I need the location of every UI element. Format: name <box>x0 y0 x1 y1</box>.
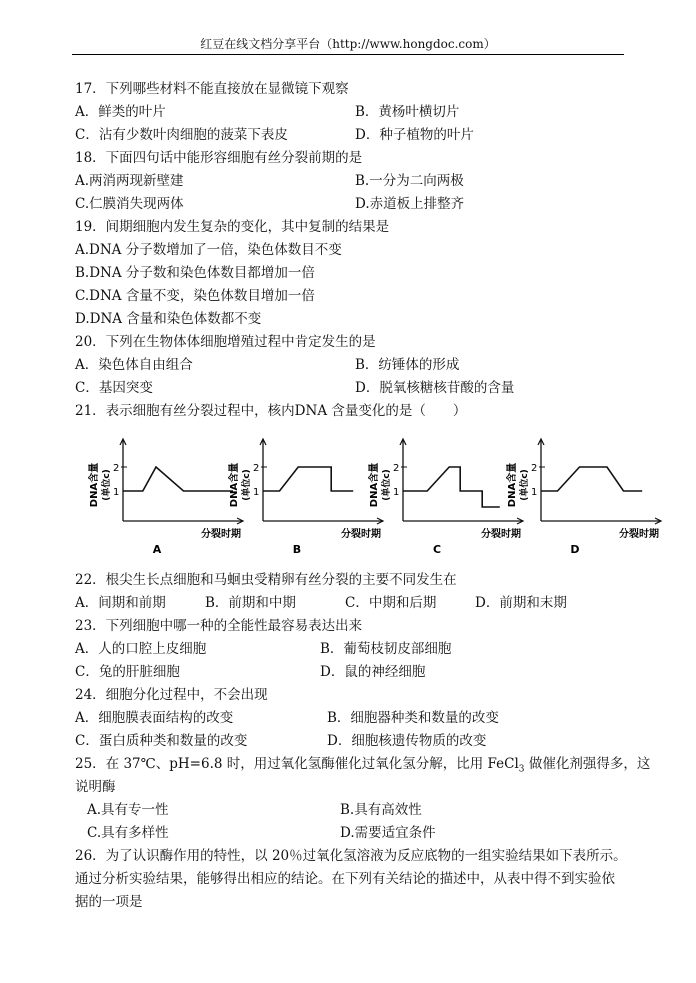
q25-options-row1 <box>75 799 635 822</box>
graph-d-x-label: 分裂时期 <box>619 529 659 540</box>
q26-line-3: 据的一项是 <box>75 894 143 910</box>
graph-b-panel-label: B <box>292 543 302 556</box>
q22-options-row <box>75 592 635 615</box>
graph-c-tick-1: 1 <box>393 487 400 498</box>
graph-a-y-unit: (单位c) <box>102 469 112 501</box>
q25-option-a: A.具有专一性 <box>87 802 169 818</box>
graph-c-y-label: DNA含量 <box>369 462 380 508</box>
graph-b-tick-2: 2 <box>253 463 260 474</box>
header-divider <box>72 54 624 55</box>
q24-options-row1 <box>75 707 635 730</box>
q18-option-a: A.两消两现新壁建 <box>75 173 184 189</box>
graph-a-y-label: DNA含量 <box>89 462 100 508</box>
graph-c-panel-label: C <box>432 543 442 556</box>
q18-option-b: B.一分为二向两极 <box>355 173 464 189</box>
q17-stem: 17．下列哪些材料不能直接放在显微镜下观察 <box>75 81 349 97</box>
q21-graphs <box>75 429 659 569</box>
q17-option-b: B．黄杨叶横切片 <box>355 104 460 120</box>
q18-options-row1 <box>75 170 635 193</box>
q23-options-row2 <box>75 661 635 684</box>
q24-option-b: B．细胞器种类和数量的改变 <box>327 710 499 726</box>
q18-option-c: C.仁膜消失现两体 <box>75 196 184 212</box>
graph-a-curve <box>123 467 233 491</box>
q20-option-a: A．染色体自由组合 <box>75 357 193 373</box>
q23-option-c: C．兔的肝脏细胞 <box>75 664 180 680</box>
graph-c-curve <box>403 467 500 507</box>
graph-a-x-label: 分裂时期 <box>201 529 241 540</box>
q25-stem-subscript: 3 <box>518 764 525 775</box>
question-content <box>75 78 659 914</box>
q18-stem: 18．下面四句话中能形容细胞有丝分裂前期的是 <box>75 150 363 166</box>
graph-d-curve <box>541 467 642 491</box>
q22-stem: 22．根尖生长点细胞和马蛔虫受精卵有丝分裂的主要不同发生在 <box>75 572 457 588</box>
graph-c-tick-2: 2 <box>393 463 400 474</box>
q25-options-row2 <box>75 822 635 845</box>
q18-option-d: D.赤道板上排整齐 <box>355 196 465 212</box>
q26-line-1: 26．为了认识酶作用的特性，以 20％过氧化氢溶液为反应底物的一组实验结果如下表所示。 <box>75 848 627 864</box>
graph-b-y-unit: (单位c) <box>242 469 252 501</box>
graph-c-y-unit: (单位c) <box>382 469 392 501</box>
q24-stem: 24．细胞分化过程中，不会出现 <box>75 687 268 703</box>
q20-option-b: B．纺锤体的形成 <box>355 357 460 373</box>
q17-option-a: A．鲜类的叶片 <box>75 104 166 120</box>
graph-d-y-label: DNA含量 <box>507 462 518 508</box>
q17-option-d: D．种子植物的叶片 <box>355 127 474 143</box>
q17-option-c: C．沾有少数叶肉细胞的菠菜下表皮 <box>75 127 288 143</box>
q19-option-b: B.DNA 分子数和染色体数目都增加一倍 <box>75 265 315 281</box>
q19-option-d: D.DNA 含量和染色体数都不变 <box>75 311 262 327</box>
q22-option-b: B．前期和中期 <box>205 595 296 611</box>
q26-line-2: 通过分析实验结果，能够得出相应的结论。在下列有关结论的描述中，从表中得不到实验依 <box>75 871 615 887</box>
q25-stem-part1: 25．在 37℃、pH=6.8 时，用过氧化氢酶催化过氧化氢分解，比用 FeCl <box>75 756 519 772</box>
q24-option-d: D．细胞核遗传物质的改变 <box>327 733 487 749</box>
graph-d-tick-2: 2 <box>531 463 538 474</box>
q19-option-a: A.DNA 分子数增加了一倍，染色体数目不变 <box>75 242 342 258</box>
q17-options-row2 <box>75 124 635 147</box>
q25-option-c: C.具有多样性 <box>87 825 169 841</box>
q20-options-row1 <box>75 354 635 377</box>
graph-d-y-unit: (单位c) <box>520 469 530 501</box>
graph-d-panel-label: D <box>570 543 580 556</box>
q24-option-a: A．细胞膜表面结构的改变 <box>75 710 234 726</box>
q20-stem: 20．下列在生物体体细胞增殖过程中肯定发生的是 <box>75 334 376 350</box>
q21-graph-figure <box>75 429 659 569</box>
graph-a-tick-2: 2 <box>113 463 120 474</box>
q22-option-d: D．前期和末期 <box>475 595 567 611</box>
graph-b-curve <box>263 467 353 491</box>
q18-options-row2 <box>75 193 635 216</box>
graph-b-x-label: 分裂时期 <box>341 529 381 540</box>
q23-stem: 23．下列细胞中哪一种的全能性最容易表达出来 <box>75 618 363 634</box>
q25-stem <box>75 753 651 776</box>
q23-options-row1 <box>75 638 635 661</box>
q23-option-d: D．鼠的神经细胞 <box>320 664 426 680</box>
q25-stem-line2: 说明酶 <box>75 779 116 795</box>
q23-option-a: A．人的口腔上皮细胞 <box>75 641 207 657</box>
q20-option-c: C．基因突变 <box>75 380 153 396</box>
q22-option-a: A．间期和前期 <box>75 595 166 611</box>
q19-option-c: C.DNA 含量不变，染色体数目增加一倍 <box>75 288 315 304</box>
q20-options-row2 <box>75 377 635 400</box>
graph-b-tick-1: 1 <box>253 487 260 498</box>
q24-options-row2 <box>75 730 635 753</box>
page-header: 红豆在线文档分享平台（http://www.hongdoc.com） <box>200 37 496 51</box>
q19-stem: 19．间期细胞内发生复杂的变化，其中复制的结果是 <box>75 219 390 235</box>
q21-stem: 21．表示细胞有丝分裂过程中，核内DNA 含量变化的是（ ） <box>75 403 467 419</box>
graph-d-tick-1: 1 <box>531 487 538 498</box>
graph-a-tick-1: 1 <box>113 487 120 498</box>
q23-option-b: B．葡萄枝韧皮部细胞 <box>320 641 452 657</box>
q25-stem-part2: 做催化剂强得多，这 <box>524 756 651 772</box>
q25-option-d: D.需要适宜条件 <box>340 825 436 841</box>
graph-b-y-label: DNA含量 <box>229 462 240 508</box>
q22-option-c: C．中期和后期 <box>345 595 437 611</box>
graph-c-x-label: 分裂时期 <box>481 529 521 540</box>
q25-option-b: B.具有高效性 <box>340 802 422 818</box>
q17-options-row1 <box>75 101 635 124</box>
q20-option-d: D．脱氧核糖核苷酸的含量 <box>355 380 515 396</box>
q24-option-c: C．蛋白质种类和数量的改变 <box>75 733 248 749</box>
graph-a-panel-label: A <box>152 543 162 556</box>
